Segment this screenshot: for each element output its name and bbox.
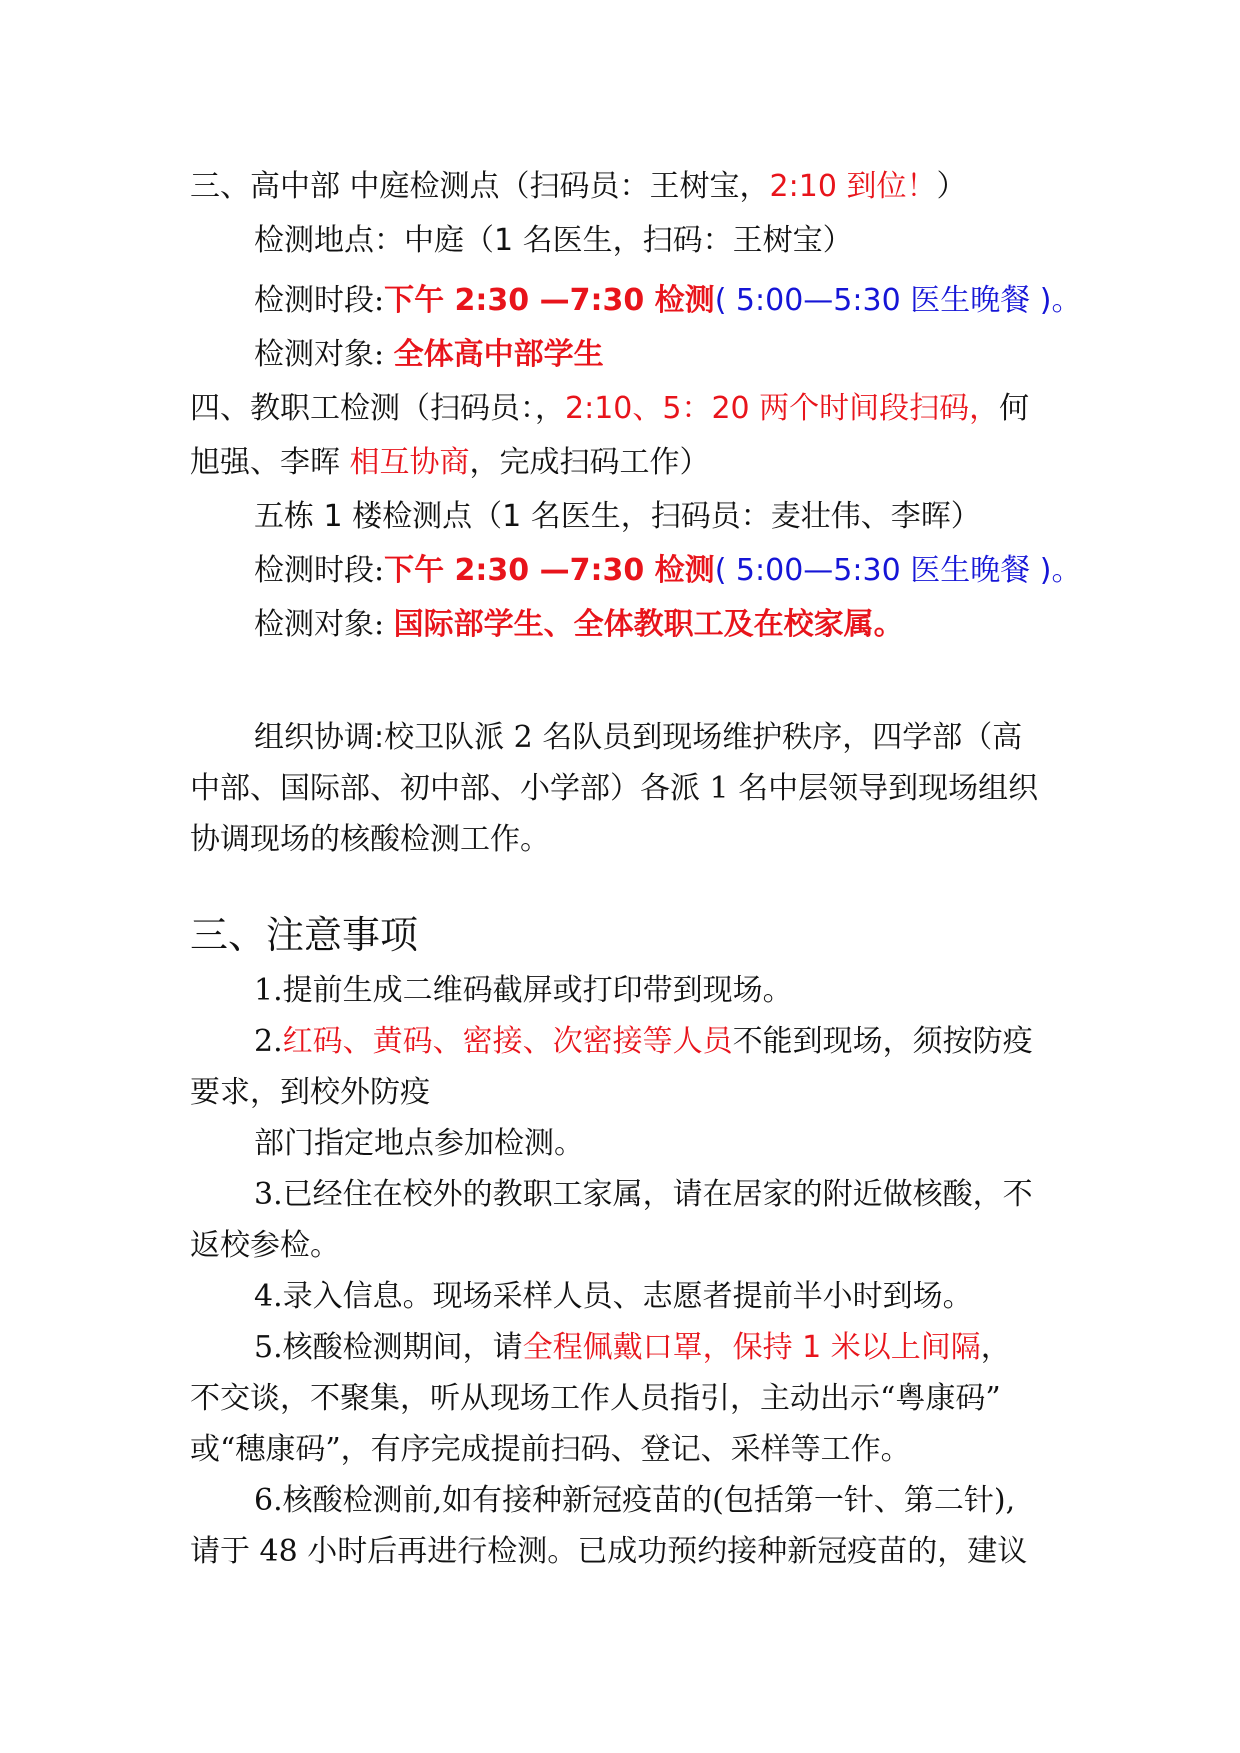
note-item-4: 4.录入信息。现场采样人员、志愿者提前半小时到场。 xyxy=(254,1279,973,1314)
staff-target xyxy=(190,598,1060,652)
time-blue: ( 5:00—5:30 医生晚餐 )。 xyxy=(714,283,1082,318)
target-label: 检测对象: xyxy=(254,607,385,642)
section-staff-heading-line2 xyxy=(190,436,1060,490)
heading-text: 四、教职工检测（扫码员：， xyxy=(190,391,565,426)
note-item-5 xyxy=(190,1322,1060,1373)
staff-time xyxy=(190,544,1082,598)
section-high-heading xyxy=(190,160,1060,214)
line2-suffix: ，完成扫码工作） xyxy=(469,445,710,480)
target-red: 国际部学生、全体教职工及在校家属。 xyxy=(393,607,904,642)
note-item-2 xyxy=(190,1016,1060,1067)
target-label: 检测对象: xyxy=(254,337,385,372)
time-label: 检测时段: xyxy=(254,283,385,318)
item5-suffix: ， xyxy=(980,1330,1011,1365)
document-body xyxy=(190,160,1082,1577)
section-staff-heading xyxy=(190,382,1060,436)
note-item-1: 1.提前生成二维码截屏或打印带到现场。 xyxy=(254,973,793,1008)
heading-red-text: 2:10 到位！ xyxy=(769,169,937,204)
coordination-line1 xyxy=(190,712,1060,763)
coordination-line3: 协调现场的核酸检测工作。 xyxy=(190,822,550,857)
high-target xyxy=(190,328,1060,382)
heading-red-text: 2:10、5：20 两个时间段扫码， xyxy=(565,391,1000,426)
line2-red: 相互协商 xyxy=(349,445,470,480)
item2-num: 2. xyxy=(254,1024,283,1059)
heading-text: 三、高中部 中庭检测点（扫码员：王树宝， xyxy=(190,169,770,204)
note-item-3: 3.已经住在校外的教职工家属，请在居家的附近做核酸，不 xyxy=(254,1177,1033,1212)
time-red: 下午 2:30 —7:30 检测 xyxy=(384,283,715,318)
note-item-3-line2: 返校参检。 xyxy=(190,1228,340,1263)
coordination-text1: 校卫队派 2 名队员到现场维护秩序，四学部（高 xyxy=(384,720,1023,755)
coordination-line2: 中部、国际部、初中部、小学部）各派 1 名中层领导到现场组织 xyxy=(190,771,1039,806)
note-item-6: 6.核酸检测前,如有接种新冠疫苗的(包括第一针、第二针), xyxy=(254,1483,1016,1518)
heading-suffix: ） xyxy=(936,169,967,204)
notes-heading: 三、注意事项 xyxy=(190,913,419,957)
line2-prefix: 旭强、李晖 xyxy=(190,445,350,480)
high-location: 检测地点：中庭（1 名医生，扫码：王树宝） xyxy=(254,223,853,258)
item2-rest: 不能到现场，须按防疫 xyxy=(732,1024,1033,1059)
staff-location: 五栋 1 楼检测点（1 名医生，扫码员：麦壮伟、李晖） xyxy=(254,499,981,534)
high-time xyxy=(190,274,1082,328)
item5-red: 全程佩戴口罩，保持 1 米以上间隔 xyxy=(522,1330,981,1365)
note-item-5-line3: 或“穗康码”，有序完成提前扫码、登记、采样等工作。 xyxy=(190,1432,911,1467)
note-item-2-line2: 要求，到校外防疫 xyxy=(190,1075,430,1110)
note-item-2-line3: 部门指定地点参加检测。 xyxy=(254,1126,584,1161)
heading-suffix: 何 xyxy=(999,391,1030,426)
note-item-6-line2: 请于 48 小时后再进行检测。已成功预约接种新冠疫苗的，建议 xyxy=(190,1534,1028,1569)
target-red: 全体高中部学生 xyxy=(393,337,604,372)
time-blue: ( 5:00—5:30 医生晚餐 )。 xyxy=(714,553,1082,588)
time-label: 检测时段: xyxy=(254,553,385,588)
item5-prefix: 5.核酸检测期间，请 xyxy=(254,1330,523,1365)
item2-red: 红码、黄码、密接、次密接等人员 xyxy=(282,1024,733,1059)
coordination-label: 组织协调: xyxy=(254,720,385,755)
note-item-5-line2: 不交谈，不聚集，听从现场工作人员指引，主动出示“粤康码” xyxy=(190,1381,1001,1416)
time-red: 下午 2:30 —7:30 检测 xyxy=(384,553,715,588)
